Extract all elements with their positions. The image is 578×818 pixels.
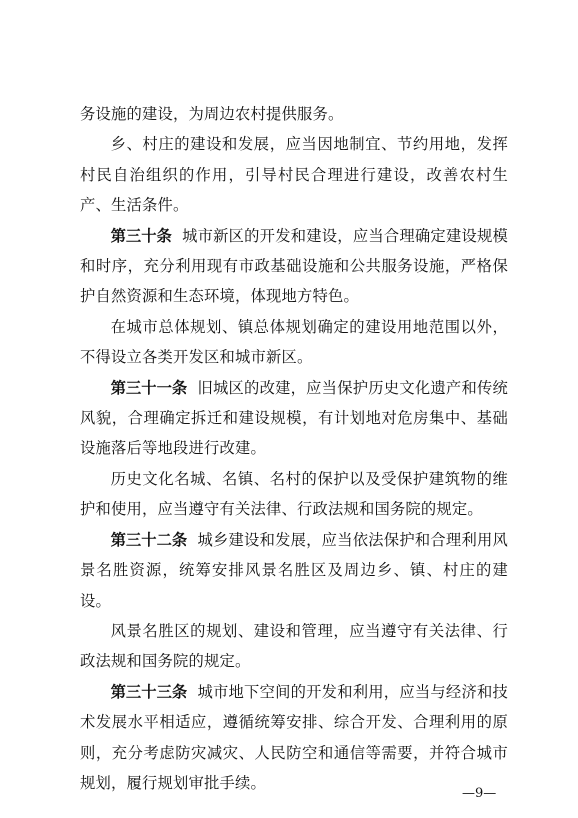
paragraph-text: 城市新区的开发和建设，应当合理确定建设规模和时序，充分利用现有市政基础设施和公共服务设施，严格保护自然资源和生态环境，体现地方特色。 [80, 226, 509, 306]
paragraph-continuation [80, 99, 508, 129]
paragraph-village-construction [80, 129, 508, 220]
document-body [80, 99, 508, 798]
paragraph-text: 乡、村庄的建设和发展，应当因地制宜、节约用地，发挥村民自治组织的作用，引导村民合理进行建设，改善农村生产、生活条件。 [80, 135, 508, 215]
paragraph-historic-cities [80, 464, 508, 525]
paragraph-text: 旧城区的改建，应当保护历史文化遗产和传统风貌，合理确定拆迁和建设规模，有计划地对危房集中、基础设施落后等地段进行改建。 [80, 378, 508, 458]
paragraph-text: 城市地下空间的开发和利用，应当与经济和技术发展水平相适应，遵循统筹安排、综合开发、合理利用的原则，充分考虑防灾减灾、人民防空和通信等需要，并符合城市规划，履行规划审批手续。 [80, 682, 508, 792]
article-label: 第三十三条 [110, 682, 188, 701]
article-30 [80, 221, 508, 312]
article-label: 第三十一条 [110, 378, 188, 397]
paragraph-text: 城乡建设和发展，应当依法保护和合理利用风景名胜资源，统筹安排风景名胜区及周边乡、镇、村庄的建设。 [80, 530, 508, 610]
paragraph-scenic-areas [80, 616, 508, 677]
article-32 [80, 525, 508, 616]
paragraph-text: 务设施的建设，为周边农村提供服务。 [80, 105, 344, 123]
article-31 [80, 373, 508, 464]
article-label: 第三十二条 [110, 530, 188, 549]
paragraph-text: 在城市总体规划、镇总体规划确定的建设用地范围以外，不得设立各类开发区和城市新区。 [80, 317, 508, 367]
paragraph-text: 风景名胜区的规划、建设和管理，应当遵守有关法律、行政法规和国务院的规定。 [80, 621, 508, 671]
paragraph-text: 历史文化名城、名镇、名村的保护以及受保护建筑物的维护和使用，应当遵守有关法律、行政法规和国务院的规定。 [80, 469, 508, 519]
article-33 [80, 677, 508, 799]
article-label: 第三十条 [110, 226, 172, 245]
page-number: —9— [462, 786, 497, 801]
paragraph-development-zones [80, 312, 508, 373]
